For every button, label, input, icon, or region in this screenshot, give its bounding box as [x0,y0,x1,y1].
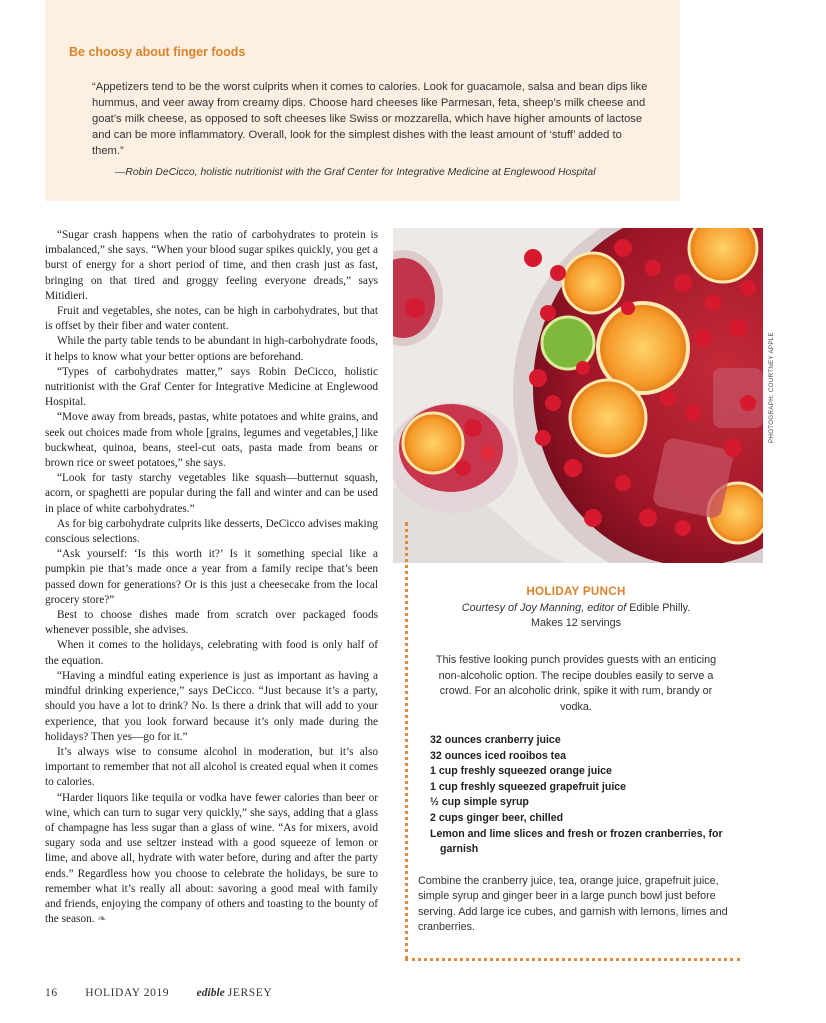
body-paragraph: “Types of carbohydrates matter,” says Robin DeCicco, holistic nutritionist with the Graf Center for Integrative Medicine at Englewood Hospital. [45,365,378,409]
sidebar-box [45,0,680,201]
page-number: 16 [45,987,58,999]
recipe-credit-text: Courtesy of Joy Manning, editor of [461,602,630,614]
page-footer [45,987,272,999]
recipe-border-bottom [405,958,740,961]
punch-photo [393,228,763,563]
recipe-directions: Combine the cranberry juice, tea, orange juice, grapefruit juice, simple syrup and ginger beer in a large punch bowl just before serving. Add large ice cubes, and garnish with lemons, limes and cranberries. [418,874,728,934]
body-paragraph: As for big carbohydrate culprits like desserts, DeCicco advises making conscious selections. [45,517,378,546]
body-paragraph-last [45,791,378,928]
photo-credit: PHOTOGRAPH: COURTNEY APPLE [768,332,775,443]
recipe-box [412,585,740,936]
recipe-border-left [405,522,408,960]
body-paragraph: “Sugar crash happens when the ratio of carbohydrates to protein is imbalanced,” she says. “When your blood sugar spikes quickly, you get a burst of energy for a short period of time, and then crash just as fast, bringing on that tired and groggy feeling everyone dreads,” says Mitidieri. [45,229,378,302]
ingredient-item: Lemon and lime slices and fresh or frozen cranberries, for garnish [430,827,723,856]
ingredient-item: 2 cups ginger beer, chilled [430,811,564,824]
body-paragraph: “Ask yourself: ‘Is this worth it?’ Is it something special like a pumpkin pie that’s made once a year from a family recipe that’s been passed down for generations? Or is this just a cheesecake from the local grocery store?” [45,548,378,606]
body-paragraph: “Move away from breads, pastas, white potatoes and white grains, and seek out choices made from whole [grains, legumes and vegetables,] like buckwheat, quinoa, beans, steel-cut oats, pasta made from beans or brown rice or sweet potatoes,” she says. [45,411,378,470]
body-paragraph-text: “Harder liquors like tequila or vodka have fewer calories than beer or wine, which can turn to sugar very quickly,” she says, adding that a glass of champagne has less sugar than a glass of wine. “As for mixers, avoid sugary soda and use seltzer instead with a good squeeze of lemon or lime, and above all, hydrate with water before, during and after the party ends.” Regardless how you choose to celebrate the holidays, be sure to remember what it’s really all about: savoring a good meal with family and friends, enjoying the company of others and toasting to the bounty of the season. [45,791,378,926]
ingredient-item: 1 cup freshly squeezed grapefruit juice [430,780,627,793]
punch-photo-illustration [393,228,763,563]
sidebar-heading: Be choosy about finger foods [69,45,246,59]
article-body [45,228,378,927]
body-paragraph: Fruit and vegetables, she notes, can be high in carbohydrates, but that is offset by their fiber and water content. [45,305,378,333]
body-paragraph: When it comes to the holidays, celebrating with food is only half of the equation. [45,639,378,667]
body-paragraph: It’s always wise to consume alcohol in moderation, but it’s also important to remember that not all alcohol is created equal when it comes to calories. [45,745,378,789]
ingredient-item: 1 cup freshly squeezed orange juice [430,765,612,778]
body-paragraph: While the party table tends to be abundant in high-carbohydrate foods, it helps to know what your better options are beforehand. [45,335,378,363]
recipe-servings: Makes 12 servings [530,617,621,629]
body-paragraph: Best to choose dishes made from scratch over packaged foods whenever possible, she advises. [45,609,378,637]
recipe-intro: This festive looking punch provides guests with an enticing non-alcoholic option. The recipe doubles easily to serve a crowd. For an alcoholic drink, spike it with rum, brandy or vodka. [435,654,717,713]
end-mark-icon: ❧ [97,913,107,926]
ingredient-item: 32 ounces cranberry juice [430,734,561,746]
sidebar-attribution: —Robin DeCicco, holistic nutritionist with the Graf Center for Integrative Medicine at Englewood Hospital [115,167,596,178]
issue-label: HOLIDAY 2019 [85,987,170,999]
sidebar-quote: “Appetizers tend to be the worst culprits when it comes to calories. Look for guacamole, salsa and bean dips like hummus, and veer away from creamy dips. Choose hard cheeses like Parmesan, feta, sheep’s milk cheese and goat’s milk cheese, as opposed to soft cheeses like Swiss or mozzarella, which have higher amounts of lactose and can be more inflammatory. Overall, look for the simplest dishes with the least amount of ‘stuff’ added to them.” [92,81,648,157]
body-paragraph: “Having a mindful eating experience is just as important as having a mindful drinking experience,” says DeCicco. “Just because it’s a party, should you have a lot to drink? No. Is there a drink that will add to your experience, that you look forward because it’s only made during the holidays? Then yes—go for it.” [45,669,378,743]
ingredient-item: ½ cup simple syrup [430,796,529,809]
brand-jersey: JERSEY [227,987,273,999]
recipe-credit [412,601,740,631]
recipe-credit-publication: Edible Philly. [629,602,691,614]
body-paragraph: “Look for tasty starchy vegetables like squash—butternut squash, acorn, or spaghetti are popular during the fall and winter and can be used in place of white carbohydrates.” [45,472,378,515]
ingredient-list [430,733,740,858]
recipe-title: HOLIDAY PUNCH [526,585,626,598]
ingredient-item: 32 ounces iced rooibos tea [430,749,566,762]
brand-edible: edible [196,987,225,999]
